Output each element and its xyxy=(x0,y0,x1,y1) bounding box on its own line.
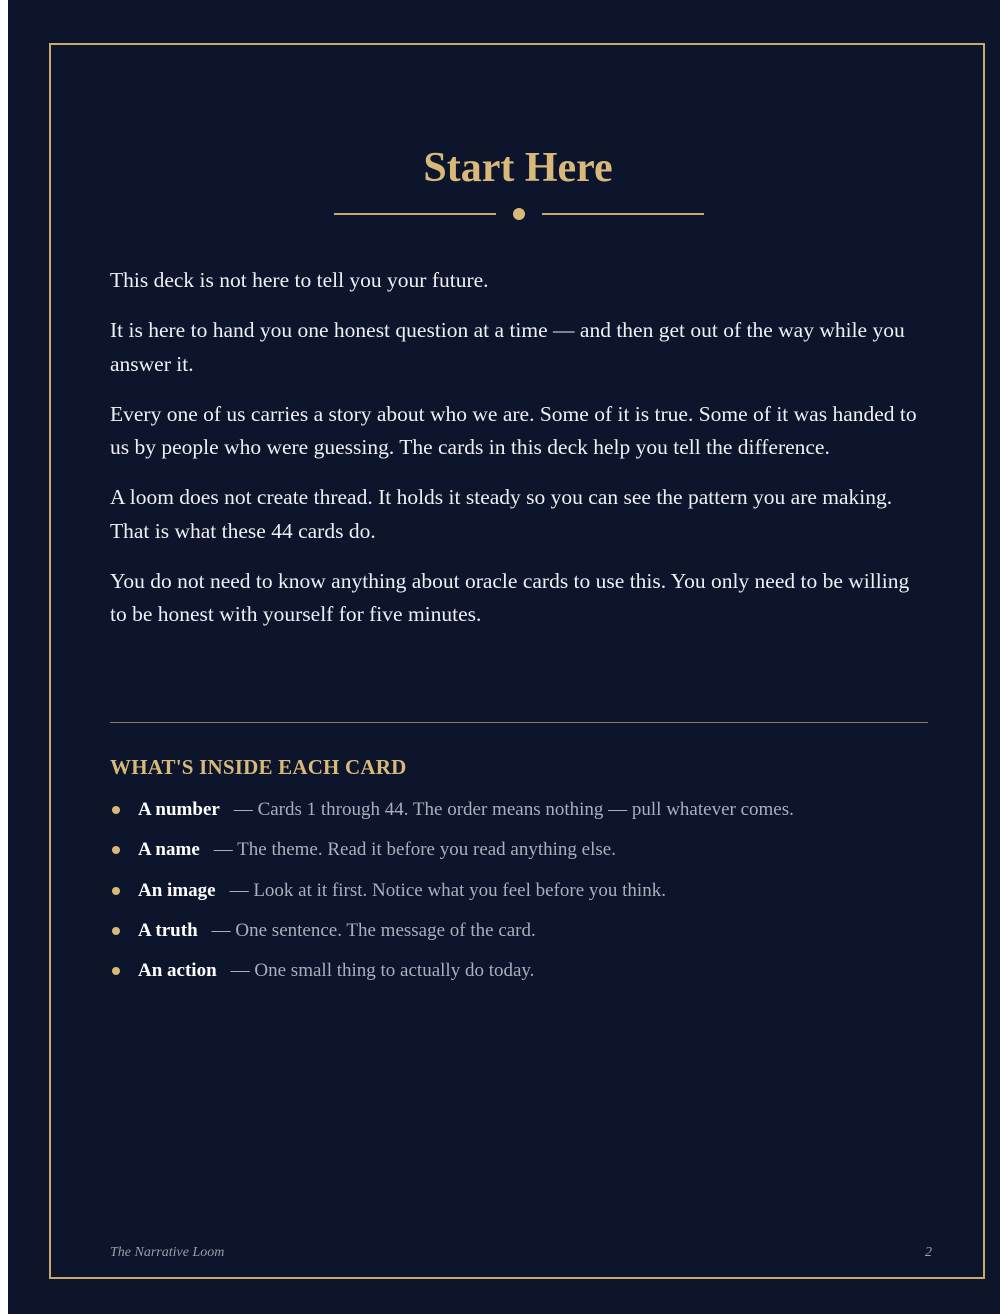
item-description: — One sentence. The message of the card. xyxy=(211,919,536,941)
intro-paragraph: Every one of us carries a story about who we are. Some of it is true. Some of it was handed to us by people who were guessing. The cards in this deck help you tell the difference. xyxy=(110,401,917,459)
bullet-icon xyxy=(112,806,120,814)
document-page xyxy=(8,0,1000,1314)
item-term: An image xyxy=(138,879,216,901)
bullet-icon xyxy=(112,846,120,854)
page-title: Start Here xyxy=(423,145,613,191)
item-description: — Cards 1 through 44. The order means nothing — pull whatever comes. xyxy=(233,799,794,820)
bullet-icon xyxy=(112,887,120,895)
gold-border-frame xyxy=(49,43,985,1279)
footer-book-title: The Narrative Loom xyxy=(110,1245,225,1260)
intro-text xyxy=(110,264,920,648)
section-divider xyxy=(110,722,928,723)
ornament-line-left xyxy=(334,213,496,215)
footer-page-number: 2 xyxy=(925,1245,932,1260)
intro-paragraph: You do not need to know anything about oracle cards to use this. You only need to be willing to be honest with yourself for five minutes. xyxy=(110,568,910,626)
item-term: A name xyxy=(138,839,200,861)
list-item xyxy=(110,835,930,875)
item-description: — Look at it first. Notice what you feel before you think. xyxy=(229,879,666,901)
item-description: — The theme. Read it before you read anything else. xyxy=(213,839,616,861)
ornament-line-right xyxy=(542,213,704,215)
item-term: An action xyxy=(138,960,217,982)
bullet-icon xyxy=(112,927,120,935)
list-item xyxy=(110,916,930,956)
intro-paragraph: A loom does not create thread. It holds it steady so you can see the pattern you are making. That is what these 44 cards do. xyxy=(110,485,893,543)
section-heading: WHAT'S INSIDE EACH CARD xyxy=(110,755,407,779)
list-item xyxy=(110,795,930,835)
item-description: — One small thing to actually do today. xyxy=(230,960,535,982)
list-item xyxy=(110,956,930,996)
list-item xyxy=(110,876,930,916)
card-contents-list xyxy=(110,795,930,996)
intro-paragraph: This deck is not here to tell you your future. xyxy=(110,268,489,292)
item-term: A truth xyxy=(138,919,198,941)
bullet-icon xyxy=(112,967,120,975)
ornament-dot-icon xyxy=(513,208,525,220)
title-ornament xyxy=(334,205,704,223)
item-term: A number xyxy=(138,799,220,820)
intro-paragraph: It is here to hand you one honest question at a time — and then get out of the way while you answer it. xyxy=(110,318,905,376)
